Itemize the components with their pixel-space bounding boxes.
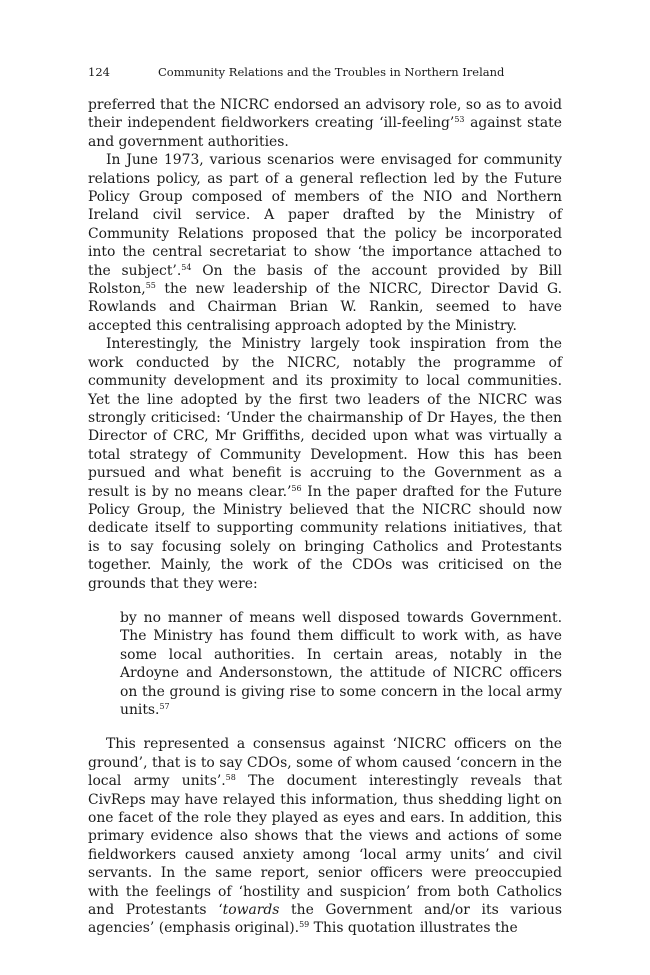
text-run: This quotation illustrates the — [309, 920, 518, 937]
emphasis-text: towards — [222, 902, 280, 919]
text-run: the Government and/or its various agencies’ (emphasis original). — [88, 902, 562, 937]
footnote-ref: 55 — [145, 281, 156, 291]
text-run: In the paper drafted for the Future Policy Group, the Ministry believed that the NICRC should now dedicate itself to supporting community relations initiatives, that is to say focusing solely on bringing Catholics and Protestants together. Mainly, the work of the CDOs was criticised on the grounds that they were: — [88, 483, 563, 592]
footnote-ref: 59 — [299, 920, 310, 930]
paragraph — [88, 151, 562, 335]
text-run: preferred that the NICRC endorsed an advisory role, so as to avoid their independent fieldworkers creating ‘ill-feeling’ — [88, 97, 562, 132]
body-text — [88, 96, 562, 938]
text-run: by no manner of means well disposed towards Government. The Ministry has found them difficult to work with, as have some local authorities. In certain areas, notably in the Ardoyne and Andersonstown, the attitude of NICRC officers on the ground is giving rise to some concern in the local army units. — [120, 609, 562, 718]
footnote-ref: 56 — [291, 483, 302, 493]
paragraph — [88, 335, 562, 593]
footnote-ref: 53 — [454, 115, 465, 125]
footnote-ref: 57 — [159, 702, 170, 711]
paragraph — [88, 735, 562, 937]
text-run: against state and government authorities. — [88, 115, 562, 150]
page-number: 124 — [88, 65, 110, 79]
text-run: This represented a consensus against ‘NICRC officers on the ground’, that is to say CDOs, some of whom caused ‘concern in the local army units’. — [88, 736, 562, 790]
footnote-ref: 58 — [225, 773, 236, 783]
text-run: the new leadership of the NICRC, Director David G. Rowlands and Chairman Brian W. Rankin, seemed to have accepted this centralising approach adopted by the Ministry. — [88, 281, 562, 334]
block-quote — [120, 609, 562, 719]
text-run: The document interestingly reveals that CivReps may have relayed this information, thus shedding light on one facet of the role they played as eyes and ears. In addition, this primary evidence also shows that the views and actions of some fieldworkers caused anxiety among ‘local army units’ and civil servants. In the same report, senior officers were preoccupied with the feelings of ‘hostility and suspicion’ from both Catholics and Protestants ‘ — [88, 773, 562, 919]
paragraph — [88, 96, 562, 151]
text-run: On the basis of the account provided by Bill Rolston, — [88, 262, 562, 298]
footnote-ref: 54 — [181, 262, 192, 272]
text-run: In June 1973, various scenarios were envisaged for community relations policy, as part of a general reflection led by the Future Policy Group composed of members of the NIO and Northern Ireland civil service. A paper drafted by the Ministry of Community Relations proposed that the policy be incorporated into the central secretariat to show ‘the importance attached to the subject’. — [88, 152, 562, 279]
text-run: Interestingly, the Ministry largely took inspiration from the work conducted by the NICRC, notably the programme of community development and its proximity to local communities. Yet the line adopted by the first two leaders of the NICRC was strongly criticised: ‘Under the chairmanship of Dr Hayes, the then Director of CRC, Mr Griffiths, decided upon what was virtually a total strategy of Community Development. How this has been pursued and what benefit is accruing to the Government as a result is by no means clear.’ — [88, 336, 562, 500]
running-header — [88, 64, 562, 80]
running-title: Community Relations and the Troubles in Northern Ireland — [158, 65, 505, 79]
